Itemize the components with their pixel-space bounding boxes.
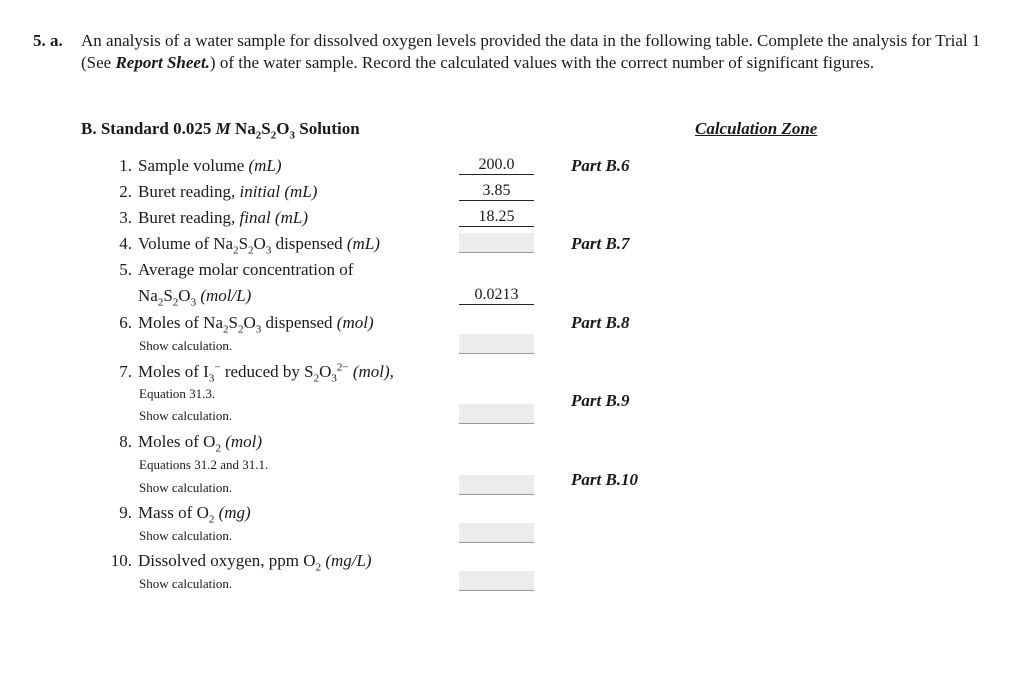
calculation-zone-title: Calculation Zone: [695, 119, 818, 138]
item-text: Volume of: [138, 234, 209, 253]
item-number: 5.: [119, 260, 132, 279]
item-8: 8. Moles of $O_2$ (mol): [104, 431, 262, 453]
item-5: [104, 259, 353, 281]
part-label-b7: Part B.7: [571, 234, 630, 253]
item-unit: (mg/L): [325, 551, 372, 570]
item-text: Dissolved oxygen, ppm: [138, 551, 300, 570]
item-8-note-2: Show calculation.: [139, 480, 233, 495]
item-unit: (mol/L): [200, 286, 252, 305]
answer-field-7[interactable]: [459, 404, 534, 424]
item-2: [104, 181, 317, 203]
section-unit: M: [215, 119, 231, 138]
item-1: [104, 155, 282, 177]
item-text: Buret reading,: [138, 182, 236, 201]
item-text2: dispensed: [265, 313, 333, 332]
item-8-note-1: Equations 31.2 and 31.1.: [139, 457, 269, 472]
item-number: 3.: [119, 208, 132, 227]
item-text: Moles of: [138, 432, 199, 451]
item-text: Moles of: [138, 362, 199, 381]
item-number: 8.: [119, 432, 132, 451]
item-unit: (mol),: [352, 362, 394, 381]
item-10-note: Show calculation.: [139, 576, 233, 591]
part-label-b10: Part B.10: [571, 470, 639, 489]
item-number: 1.: [119, 156, 132, 175]
item-number: 2.: [119, 182, 132, 201]
answer-field-10[interactable]: [459, 571, 534, 591]
item-unit: (mL): [274, 208, 308, 227]
item-6: 6. Moles of $Na_2S_2O_3$ dispensed (mol): [104, 312, 374, 334]
item-text: Average molar concentration of: [138, 260, 354, 279]
item-unit: (mol): [225, 432, 263, 451]
answer-field-4[interactable]: [459, 233, 534, 253]
item-italic: initial: [239, 182, 281, 201]
item-unit: (mol): [336, 313, 374, 332]
answer-field-8[interactable]: [459, 475, 534, 495]
item-text: Mass of: [138, 503, 193, 522]
item-unit: (mL): [346, 234, 380, 253]
item-7-note-1: Equation 31.3.: [139, 386, 216, 401]
item-9: 9. Mass of $O_2$ (mg): [104, 502, 251, 524]
prompt-report-sheet: Report Sheet.: [115, 53, 210, 72]
part-label-b9: Part B.9: [571, 391, 630, 410]
answer-field-3[interactable]: 18.25: [459, 207, 534, 227]
item-number: 7.: [119, 362, 132, 381]
item-unit: (mg): [218, 503, 251, 522]
item-number: 6.: [119, 313, 132, 332]
item-7: 7. Moles of $I_3^-$ reduced by $S_2O_3^{2-}$ (mol),: [104, 361, 394, 383]
answer-field-1[interactable]: 200.0: [459, 155, 534, 175]
part-label-b8: Part B.8: [571, 313, 630, 332]
item-text: Moles of: [138, 313, 199, 332]
item-7-note-2: Show calculation.: [139, 408, 233, 423]
answer-field-6[interactable]: [459, 334, 534, 354]
item-4: 4. Volume of $Na_2S_2O_3$ dispensed (mL): [104, 233, 380, 255]
answer-field-9[interactable]: [459, 523, 534, 543]
section-label: B. Standard 0.025: [81, 119, 212, 138]
answer-field-5[interactable]: 0.0213: [459, 285, 534, 305]
part-label-b6: Part B.6: [571, 156, 630, 175]
item-unit: (mL): [284, 182, 318, 201]
prompt-end: ) of the water sample. Record the calculated values with the correct number of significant figures.: [209, 53, 875, 72]
question-number: 5. a.: [33, 31, 63, 50]
answer-field-2[interactable]: 3.85: [459, 181, 534, 201]
question-prompt: [81, 30, 981, 74]
item-3: [104, 207, 308, 229]
item-text2: dispensed: [275, 234, 343, 253]
prompt-start: An analysis of a water sample for dissolved oxygen levels provided the data in the following table. Complete the analysis for Trial 1 (See: [81, 31, 981, 72]
item-number: 9.: [119, 503, 132, 522]
item-9-note: Show calculation.: [139, 528, 233, 543]
item-text: Buret reading,: [138, 208, 236, 227]
item-text2: reduced by: [224, 362, 300, 381]
item-6-note: Show calculation.: [139, 338, 233, 353]
item-italic: final: [239, 208, 271, 227]
item-number: 10.: [110, 551, 132, 570]
item-5-cont: $Na_2S_2O_3$ (mol/L): [138, 286, 252, 309]
item-10: 10. Dissolved oxygen, ppm $O_2$ (mg/L): [104, 550, 372, 572]
section-solution: Solution: [299, 119, 360, 138]
item-text: Sample volume: [138, 156, 245, 175]
section-heading: B. Standard 0.025 M $Na_2S_2O_3$ Solution: [81, 119, 360, 142]
item-unit: (mL): [248, 156, 282, 175]
item-number: 4.: [119, 234, 132, 253]
